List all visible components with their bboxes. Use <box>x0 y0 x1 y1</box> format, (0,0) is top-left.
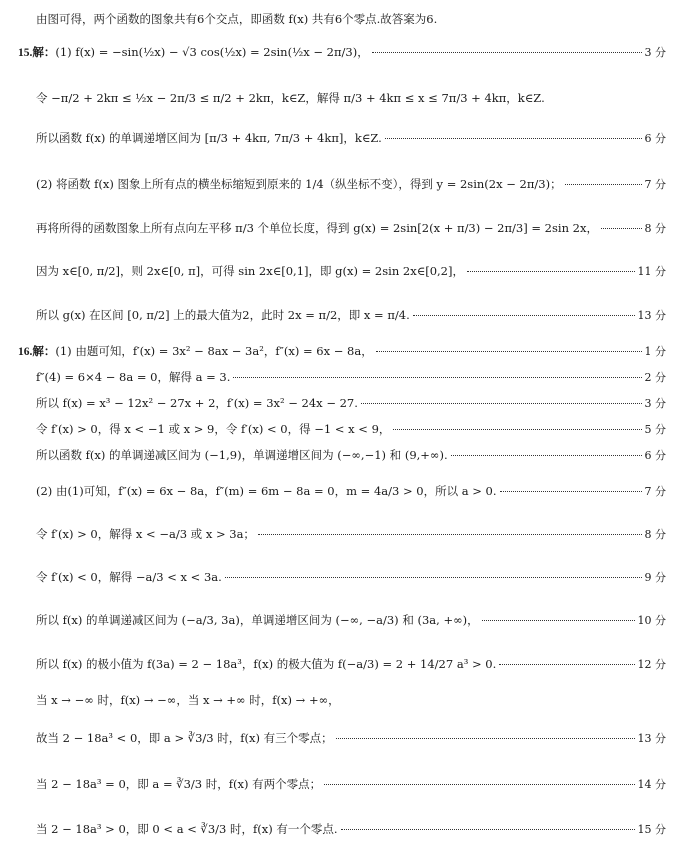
leader-dots <box>482 619 635 621</box>
q16-score-4: 5 分 <box>644 423 666 436</box>
q16-step-4: 令 f′(x) > 0，得 x < −1 或 x > 9，令 f′(x) < 0，得 −1 < x < 9， <box>36 422 391 436</box>
q15-line-2 <box>36 91 666 105</box>
q16-line-4 <box>36 422 666 437</box>
q15-score-6: 11 分 <box>637 265 666 278</box>
q16-step-6: (2) 由(1)可知，f″(x) = 6x − 8a，f″(m) = 6m − 8a = 0，m = 4a/3 > 0，所以 a > 0. <box>36 484 497 498</box>
q15-label: 解： <box>32 47 56 59</box>
q15-score-7: 13 分 <box>637 309 666 322</box>
q15-line-4 <box>36 177 666 192</box>
q16-step-11: 当 x → −∞ 时，f(x) → −∞，当 x → +∞ 时，f(x) → +∞， <box>36 693 340 707</box>
q16-score-10: 12 分 <box>637 658 666 671</box>
leader-dots <box>500 490 642 492</box>
q15-step-1: (1) f(x) = −sin(½x) − √3 cos(½x) = 2sin(½x − 2π/3)， <box>55 45 369 59</box>
leader-dots <box>413 314 635 316</box>
q16-step-10: 所以 f(x) 的极小值为 f(3a) = 2 − 18a³，f(x) 的极大值为 f(−a/3) = 2 + 14/27 a³ > 0. <box>36 657 497 671</box>
leader-dots <box>601 227 642 229</box>
q15-score-5: 8 分 <box>644 222 666 235</box>
q16-line-3 <box>36 396 666 411</box>
q16-step-3: 所以 f(x) = x³ − 12x² − 27x + 2，f′(x) = 3x² − 24x − 27. <box>36 396 358 410</box>
q16-line-5 <box>36 448 666 463</box>
q16-line-6 <box>36 484 666 499</box>
q16-score-12: 13 分 <box>637 732 666 745</box>
q16-line-9 <box>36 613 666 628</box>
q15-score-1: 3 分 <box>644 46 666 59</box>
q15-step-2: 令 −π/2 + 2kπ ≤ ½x − 2π/3 ≤ π/2 + 2kπ，k∈Z，解得 π/3 + 4kπ ≤ x ≤ 7π/3 + 4kπ，k∈Z. <box>36 91 545 105</box>
leader-dots <box>393 428 641 430</box>
q16-step-8: 令 f′(x) < 0，解得 −a/3 < x < 3a. <box>36 570 222 584</box>
q16-score-6: 7 分 <box>644 485 666 498</box>
q16-score-5: 6 分 <box>644 449 666 462</box>
leader-dots <box>565 183 642 185</box>
leader-dots <box>385 137 642 139</box>
q16-score-9: 10 分 <box>637 614 666 627</box>
leader-dots <box>361 402 642 404</box>
q16-line-11 <box>36 693 666 707</box>
leader-dots <box>467 270 635 272</box>
q16-step-5: 所以函数 f(x) 的单调递减区间为 (−1,9)，单调递增区间为 (−∞,−1) 和 (9,+∞). <box>36 448 448 462</box>
q16-step-1: (1) 由题可知，f′(x) = 3x² − 8ax − 3a²，f″(x) = 6x − 8a， <box>55 344 373 358</box>
q16-line-12 <box>36 731 666 746</box>
q16-score-7: 8 分 <box>644 528 666 541</box>
q15-step-4: (2) 将函数 f(x) 图象上所有点的横坐标缩短到原来的 1/4（纵坐标不变），得到 y = 2sin(2x − 2π/3)； <box>36 177 562 191</box>
q15-step-7: 所以 g(x) 在区间 [0, π/2] 上的最大值为2，此时 2x = π/2，即 x = π/4. <box>36 308 410 322</box>
q16-step-14: 当 2 − 18a³ > 0，即 0 < a < ∛3/3 时，f(x) 有一个零点. <box>36 822 338 836</box>
leader-dots <box>225 576 642 578</box>
q15-number: 15. <box>18 47 33 59</box>
q15-line-6 <box>36 264 666 279</box>
q16-score-13: 14 分 <box>637 778 666 791</box>
leader-dots <box>341 828 635 830</box>
q15-score-3: 6 分 <box>644 132 666 145</box>
q16-score-8: 9 分 <box>644 571 666 584</box>
q16-line-14 <box>36 822 666 837</box>
q16-line-8 <box>36 570 666 585</box>
q16-step-9: 所以 f(x) 的单调递减区间为 (−a/3, 3a)，单调递增区间为 (−∞, −a/3) 和 (3a, +∞)， <box>36 613 479 627</box>
q16-line-13 <box>36 777 666 792</box>
q16-line-10 <box>36 657 666 672</box>
q15-score-4: 7 分 <box>644 178 666 191</box>
leader-dots <box>258 533 642 535</box>
leader-dots <box>451 454 642 456</box>
q16-label: 解： <box>32 346 56 358</box>
q16-step-2: f″(4) = 6×4 − 8a = 0，解得 a = 3. <box>36 370 231 384</box>
leader-dots <box>233 376 641 378</box>
q16-line-1 <box>18 344 666 359</box>
q15-line-1 <box>18 45 666 60</box>
q16-number: 16. <box>18 346 33 358</box>
q16-score-2: 2 分 <box>644 371 666 384</box>
q15-line-5 <box>36 221 666 236</box>
leader-dots <box>372 51 642 53</box>
intro-text: 由图可得，两个函数的图象共有6个交点，即函数 f(x) 共有6个零点.故答案为6. <box>36 12 438 26</box>
q15-step-5: 再将所得的函数图象上所有点向左平移 π/3 个单位长度，得到 g(x) = 2sin[2(x + π/3) − 2π/3] = 2sin 2x， <box>36 221 598 235</box>
q16-step-12: 故当 2 − 18a³ < 0，即 a > ∛3/3 时，f(x) 有三个零点； <box>36 731 333 745</box>
leader-dots <box>324 783 634 785</box>
leader-dots <box>376 350 642 352</box>
q16-line-7 <box>36 527 666 542</box>
q15-line-3 <box>36 131 666 146</box>
q15-step-3: 所以函数 f(x) 的单调递增区间为 [π/3 + 4kπ, 7π/3 + 4kπ]，k∈Z. <box>36 131 382 145</box>
q16-line-2 <box>36 370 666 385</box>
leader-dots <box>499 663 634 665</box>
intro-line <box>36 12 666 26</box>
q16-score-14: 15 分 <box>637 823 666 836</box>
q15-line-7 <box>36 308 666 323</box>
q16-step-13: 当 2 − 18a³ = 0，即 a = ∛3/3 时，f(x) 有两个零点； <box>36 777 322 791</box>
q16-step-7: 令 f′(x) > 0，解得 x < −a/3 或 x > 3a； <box>36 527 255 541</box>
q15-step-6: 因为 x∈[0, π/2]，则 2x∈[0, π]，可得 sin 2x∈[0,1]，即 g(x) = 2sin 2x∈[0,2]， <box>36 264 464 278</box>
q16-score-1: 1 分 <box>644 345 666 358</box>
q16-score-3: 3 分 <box>644 397 666 410</box>
leader-dots <box>336 737 635 739</box>
